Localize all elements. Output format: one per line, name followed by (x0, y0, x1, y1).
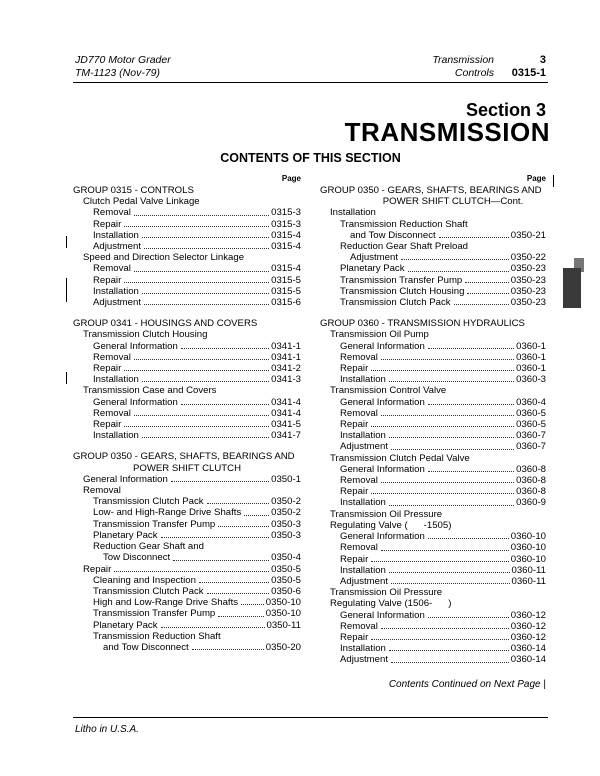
toc-entry[interactable]: Adjustment 0360-11 (340, 575, 546, 587)
header-page-number: 3 (539, 54, 546, 66)
toc-right-column (320, 173, 546, 666)
toc-entry[interactable]: Transmission Transfer Pump 0350-23 (340, 274, 546, 286)
toc-entry[interactable]: General Information 0360-1 (340, 340, 546, 352)
toc-entry[interactable]: Low- and High-Range Drive Shafts 0350-2 (93, 507, 301, 519)
toc-entry[interactable]: Transmission Clutch Pack 0350-2 (93, 496, 301, 508)
toc-entry[interactable]: Repair 0350-5 (83, 563, 301, 575)
toc-entry[interactable]: Transmission Transfer Pump 0350-3 (93, 518, 301, 530)
revision-bar (553, 175, 554, 187)
toc-left-column (73, 173, 301, 653)
toc-entry[interactable]: Removal 0341-4 (93, 407, 301, 419)
subsection-title: Reduction Gear Shaft and (93, 541, 204, 553)
subsection-title: Speed and Direction Selector Linkage (83, 252, 245, 264)
subsection-title: Transmission Case and Covers (83, 385, 217, 397)
subsection-title: Transmission Oil Pressure (330, 508, 443, 520)
footer-litho: Litho in U.S.A. (75, 724, 139, 735)
section-label: Section 3 (465, 100, 546, 120)
subsection-title: Transmission Oil Pressure (330, 587, 443, 599)
toc-entry[interactable]: Adjustment 0360-14 (340, 654, 546, 666)
subsection-title: Transmission Clutch Pedal Valve (330, 452, 470, 464)
toc-entry[interactable]: and Tow Disconnect 0350-21 (350, 229, 546, 241)
toc-entry[interactable]: General Information 0360-10 (340, 531, 546, 543)
subsection-title: Removal (83, 485, 121, 497)
toc-entry[interactable]: Installation 0360-9 (340, 497, 546, 509)
continued-note: Contents Continued on Next Page | (388, 679, 546, 690)
manual-code: TM-1123 (Nov-79) (75, 67, 160, 79)
header-group-name: Controls (454, 67, 494, 79)
group-title-continued: POWER SHIFT CLUTCH—Cont. (382, 196, 524, 208)
toc-entry[interactable]: and Tow Disconnect 0350-20 (103, 641, 301, 653)
toc-entry[interactable]: Repair 0360-5 (340, 419, 546, 431)
toc-entry[interactable]: Removal 0341-1 (93, 351, 301, 363)
toc-entry[interactable]: Repair 0315-3 (93, 218, 301, 230)
revision-bar (66, 278, 67, 302)
group-title-continued: POWER SHIFT CLUTCH (132, 462, 242, 474)
section-title: TRANSMISSION (344, 117, 550, 147)
footer-rule (73, 717, 548, 718)
toc-entry[interactable]: Repair 0360-1 (340, 363, 546, 375)
group-title: GROUP 0341 - HOUSINGS AND COVERS (73, 318, 258, 330)
toc-entry[interactable]: General Information 0341-4 (93, 396, 301, 408)
toc-entry[interactable]: Repair 0360-10 (340, 553, 546, 565)
thumb-index-tab (563, 268, 581, 308)
toc-entry[interactable]: Transmission Clutch Pack 0350-23 (340, 297, 546, 309)
subsection-title: Regulating Valve ( -1505) (330, 519, 452, 531)
subsection-title: Installation (330, 207, 376, 219)
toc-entry[interactable]: Installation 0341-3 (93, 374, 301, 386)
toc-entry[interactable]: Removal 0315-3 (93, 207, 301, 219)
toc-entry[interactable]: Cleaning and Inspection 0350-5 (93, 574, 301, 586)
toc-entry[interactable]: Repair 0360-12 (340, 631, 546, 643)
toc-entry[interactable]: Adjustment 0360-7 (340, 441, 546, 453)
toc-entry[interactable]: General Information 0341-1 (93, 340, 301, 352)
header-right (380, 54, 494, 80)
group-title: GROUP 0350 - GEARS, SHAFTS, BEARINGS AND (73, 451, 295, 463)
toc-entry[interactable]: General Information 0350-1 (83, 473, 301, 485)
toc-entry[interactable]: Planetary Pack 0350-23 (340, 263, 546, 275)
subsection-title: Transmission Control Valve (330, 385, 447, 397)
group-title: GROUP 0315 - CONTROLS (73, 185, 194, 196)
subsection-title: Transmission Reduction Shaft (93, 630, 221, 642)
toc-entry[interactable]: Removal 0360-10 (340, 542, 546, 554)
header-section-name: Transmission (432, 54, 494, 66)
group-title: GROUP 0350 - GEARS, SHAFTS, BEARINGS AND (320, 185, 542, 196)
subsection-title: Transmission Clutch Housing (83, 329, 208, 341)
toc-entry[interactable]: Tow Disconnect 0350-4 (103, 552, 301, 564)
toc-entry[interactable]: General Information 0360-12 (340, 609, 546, 621)
subsection-title: Reduction Gear Shaft Preload (340, 241, 468, 253)
toc-entry[interactable]: Removal 0360-1 (340, 351, 546, 363)
toc-entry[interactable]: Transmission Transfer Pump 0350-10 (93, 608, 301, 620)
toc-entry[interactable]: Installation 0315-4 (93, 229, 301, 241)
toc-entry[interactable]: Repair 0341-2 (93, 363, 301, 375)
toc-entry[interactable]: Installation 0360-3 (340, 374, 546, 386)
toc-entry[interactable]: Adjustment 0350-22 (350, 252, 546, 264)
toc-entry[interactable]: High and Low-Range Drive Shafts 0350-10 (93, 597, 301, 609)
toc-entry[interactable]: Installation 0360-7 (340, 430, 546, 442)
toc-entry[interactable]: Adjustment 0315-4 (93, 241, 301, 253)
toc-entry[interactable]: Repair 0315-5 (93, 274, 301, 286)
manual-title: JD770 Motor Grader (75, 54, 171, 66)
toc-entry[interactable]: General Information 0360-8 (340, 463, 546, 475)
toc-entry[interactable]: Transmission Clutch Pack 0350-6 (93, 585, 301, 597)
revision-bar (66, 372, 67, 384)
header-left (75, 54, 171, 80)
toc-entry[interactable]: Installation 0360-11 (340, 564, 546, 576)
group-title: GROUP 0360 - TRANSMISSION HYDRAULICS (320, 318, 525, 330)
page-column-header: Page (526, 174, 546, 183)
toc-entry[interactable]: Removal 0315-4 (93, 263, 301, 275)
toc-entry[interactable]: Planetary Pack 0350-11 (93, 619, 301, 631)
toc-entry[interactable]: Transmission Clutch Housing 0350-23 (340, 285, 546, 297)
toc-entry[interactable]: Repair 0360-8 (340, 486, 546, 498)
header-page-code: 0315-1 (511, 67, 546, 79)
toc-entry[interactable]: Repair 0341-5 (93, 419, 301, 431)
toc-entry[interactable]: Removal 0360-5 (340, 407, 546, 419)
revision-bar (66, 236, 67, 248)
toc-entry[interactable]: Planetary Pack 0350-3 (93, 529, 301, 541)
toc-entry[interactable]: Installation 0360-14 (340, 643, 546, 655)
page-column-header: Page (281, 174, 301, 183)
toc-entry[interactable]: Removal 0360-8 (340, 475, 546, 487)
toc-entry[interactable]: Installation 0315-5 (93, 285, 301, 297)
contents-title: CONTENTS OF THIS SECTION (220, 151, 401, 165)
toc-entry[interactable]: Removal 0360-12 (340, 620, 546, 632)
subsection-title: Transmission Oil Pump (330, 329, 429, 341)
toc-entry[interactable]: General Information 0360-4 (340, 396, 546, 408)
toc-entry[interactable]: Adjustment 0315-6 (93, 297, 301, 309)
subsection-title: Clutch Pedal Valve Linkage (83, 196, 200, 208)
header-rule (73, 82, 548, 83)
subsection-title: Regulating Valve (1506- ) (330, 598, 452, 610)
subsection-title: Transmission Reduction Shaft (340, 218, 468, 230)
toc-entry[interactable]: Installation 0341-7 (93, 430, 301, 442)
